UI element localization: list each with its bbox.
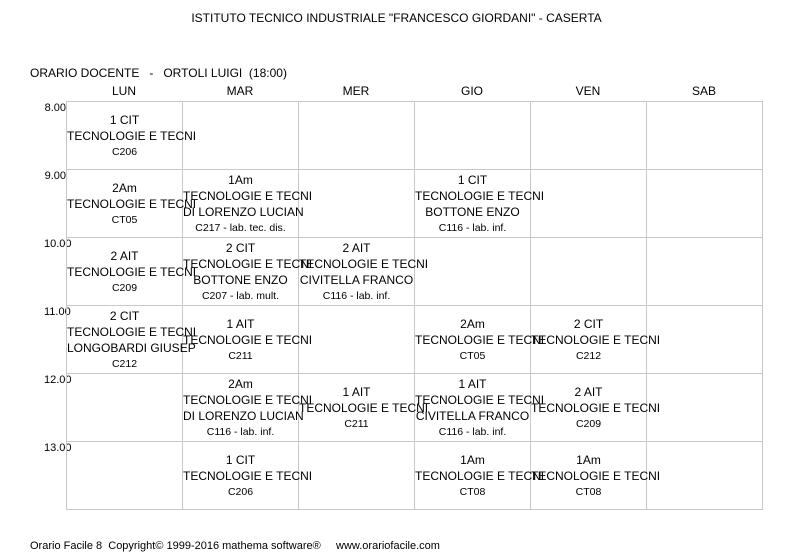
lesson-block — [415, 374, 545, 441]
lesson-teacher: CIVITELLA FRANCO — [299, 272, 414, 287]
footer-copyright: Orario Facile 8 Copyright© 1999-2016 mathema software® www.orariofacile.com — [30, 540, 440, 552]
timetable-row — [67, 442, 763, 510]
timetable-cell — [647, 306, 763, 374]
timetable-cell — [299, 306, 415, 374]
lesson-subject: TECNOLOGIE E TECNI — [415, 188, 545, 203]
timetable-cell — [67, 442, 183, 510]
lesson-room: C116 - lab. inf. — [322, 289, 391, 302]
timetable-cell — [531, 442, 661, 510]
lesson-subject: TECNOLOGIE E TECNI — [299, 400, 429, 415]
lesson-teacher: CIVITELLA FRANCO — [415, 408, 530, 423]
lesson-room: CT05 — [111, 213, 138, 226]
lesson-block — [647, 442, 762, 509]
timetable-row — [67, 170, 763, 238]
lesson-class: 1Am — [228, 172, 253, 187]
timetable-cell — [299, 170, 415, 238]
timetable-cell — [67, 238, 197, 306]
lesson-room: C217 - lab. tec. dis. — [195, 221, 286, 234]
lesson-block — [299, 374, 429, 441]
timetable-cell — [299, 374, 429, 442]
lesson-block — [415, 442, 545, 509]
lesson-block — [67, 102, 197, 169]
lesson-subject: TECNOLOGIE E TECNI — [67, 128, 197, 143]
timetable-cell — [183, 306, 313, 374]
day-header-2: MER — [342, 84, 370, 98]
lesson-room: C206 — [227, 485, 254, 498]
lesson-block — [183, 102, 298, 169]
timetable-cell — [647, 102, 763, 170]
day-header-5: SAB — [691, 84, 716, 98]
lesson-block — [67, 442, 182, 509]
lesson-block — [647, 102, 762, 169]
lesson-block — [415, 170, 545, 237]
lesson-class: 2 CIT — [225, 240, 256, 255]
timetable-cell — [647, 374, 763, 442]
timetable-cell — [415, 102, 531, 170]
lesson-block — [299, 306, 414, 373]
timetable-cell — [299, 102, 415, 170]
lesson-room: C206 — [111, 145, 138, 158]
lesson-subject: TECNOLOGIE E TECNI — [415, 468, 545, 483]
lesson-subject: TECNOLOGIE E TECNI — [183, 392, 313, 407]
lesson-subject: TECNOLOGIE E TECNI — [183, 332, 313, 347]
timetable-row — [67, 374, 763, 442]
lesson-room: C116 - lab. inf. — [438, 425, 507, 438]
timetable-subtitle: ORARIO DOCENTE - ORTOLI LUIGI (18:00) — [30, 66, 287, 80]
lesson-subject: TECNOLOGIE E TECNI — [415, 332, 545, 347]
lesson-block — [183, 170, 313, 237]
lesson-room: CT05 — [459, 349, 486, 362]
lesson-class: 2 CIT — [573, 316, 604, 331]
lesson-subject: TECNOLOGIE E TECNI — [415, 392, 545, 407]
lesson-class: 2 AIT — [110, 248, 139, 263]
lesson-class: 1 CIT — [225, 452, 256, 467]
timetable-cell — [67, 102, 197, 170]
lesson-subject: TECNOLOGIE E TECNI — [183, 468, 313, 483]
timetable-cell — [531, 170, 647, 238]
lesson-block — [299, 102, 414, 169]
timetable-cell — [67, 170, 197, 238]
lesson-subject: TECNOLOGIE E TECNI — [531, 400, 661, 415]
lesson-block — [415, 102, 530, 169]
lesson-subject: TECNOLOGIE E TECNI — [183, 188, 313, 203]
timetable-cell — [67, 374, 183, 442]
timetable-cell — [531, 102, 647, 170]
lesson-block — [415, 238, 530, 305]
lesson-class: 1Am — [576, 452, 601, 467]
timetable-cell — [531, 374, 661, 442]
timetable-cell — [647, 170, 763, 238]
lesson-block — [647, 306, 762, 373]
lesson-block — [531, 238, 646, 305]
day-header-3: GIO — [460, 84, 483, 98]
lesson-class: 2Am — [228, 376, 253, 391]
lesson-room: C207 - lab. mult. — [201, 289, 280, 302]
lesson-class: 1 AIT — [226, 316, 255, 331]
lesson-subject: TECNOLOGIE E TECNI — [67, 324, 197, 339]
lesson-block — [531, 170, 646, 237]
lesson-block — [647, 238, 762, 305]
day-header-1: MAR — [226, 84, 254, 98]
lesson-room: C116 - lab. inf. — [438, 221, 507, 234]
lesson-room: C211 — [344, 417, 369, 430]
timetable-cell — [415, 442, 545, 510]
lesson-room: C116 - lab. inf. — [206, 425, 275, 438]
lesson-room: C209 — [111, 281, 138, 294]
timetable-cell — [415, 238, 531, 306]
lesson-class: 2Am — [112, 180, 137, 195]
timetable-cell — [183, 170, 313, 238]
lesson-teacher: BOTTONE ENZO — [425, 204, 520, 219]
lesson-block — [647, 170, 762, 237]
lesson-teacher: DI LORENZO LUCIAN — [183, 408, 304, 423]
lesson-class: 1 CIT — [109, 112, 140, 127]
hour-label-3: 11.00 — [44, 306, 71, 318]
lesson-class: 1 AIT — [342, 384, 371, 399]
lesson-class: 1Am — [460, 452, 485, 467]
timetable-cell — [647, 442, 763, 510]
hour-label-5: 13.00 — [44, 442, 72, 454]
hour-label-1: 9.00 — [44, 170, 66, 182]
timetable-row — [67, 238, 763, 306]
timetable-cell — [183, 374, 313, 442]
lesson-block — [183, 306, 313, 373]
hour-label-2: 10.00 — [44, 238, 72, 250]
lesson-teacher: BOTTONE ENZO — [193, 272, 288, 287]
lesson-room: CT08 — [459, 485, 486, 498]
lesson-teacher: DI LORENZO LUCIAN — [183, 204, 304, 219]
timetable-row — [67, 102, 763, 170]
lesson-room: C212 — [111, 357, 138, 370]
lesson-block — [299, 238, 429, 305]
timetable-row — [67, 306, 763, 374]
lesson-block — [531, 102, 646, 169]
lesson-block — [183, 374, 313, 441]
lesson-room: CT08 — [575, 485, 602, 498]
timetable-cell — [531, 238, 647, 306]
lesson-class: 2 AIT — [574, 384, 603, 399]
timetable-cell — [67, 306, 197, 374]
lesson-block — [299, 442, 414, 509]
timetable-cell — [415, 374, 545, 442]
timetable-cell — [415, 170, 545, 238]
lesson-class: 2 CIT — [109, 308, 140, 323]
timetable-cell — [183, 238, 313, 306]
lesson-class: 1 AIT — [458, 376, 487, 391]
lesson-room: C212 — [575, 349, 602, 362]
lesson-subject: TECNOLOGIE E TECNI — [67, 196, 197, 211]
timetable-cell — [415, 306, 545, 374]
timetable-cell — [299, 238, 429, 306]
lesson-teacher: LONGOBARDI GIUSEP — [67, 340, 196, 355]
lesson-block — [531, 374, 661, 441]
timetable-cell — [183, 442, 313, 510]
hour-label-0: 8.00 — [44, 102, 66, 114]
lesson-class: 2Am — [460, 316, 485, 331]
lesson-block — [67, 238, 197, 305]
lesson-subject: TECNOLOGIE E TECNI — [183, 256, 313, 271]
lesson-subject: TECNOLOGIE E TECNI — [531, 468, 661, 483]
lesson-block — [531, 442, 661, 509]
lesson-block — [647, 374, 762, 441]
lesson-block — [67, 170, 197, 237]
timetable-cell — [531, 306, 661, 374]
school-title: ISTITUTO TECNICO INDUSTRIALE "FRANCESCO GIORDANI" - CASERTA — [191, 11, 602, 25]
lesson-class: 2 AIT — [342, 240, 371, 255]
lesson-block — [299, 170, 414, 237]
lesson-block — [67, 374, 182, 441]
day-header-4: VEN — [575, 84, 601, 98]
lesson-room: C209 — [575, 417, 602, 430]
lesson-subject: TECNOLOGIE E TECNI — [299, 256, 429, 271]
lesson-block — [531, 306, 661, 373]
lesson-subject: TECNOLOGIE E TECNI — [67, 264, 197, 279]
hour-label-4: 12.00 — [44, 374, 72, 386]
lesson-block — [67, 306, 197, 373]
lesson-block — [183, 442, 313, 509]
timetable-cell — [183, 102, 299, 170]
lesson-room: C211 — [228, 349, 253, 362]
lesson-class: 1 CIT — [457, 172, 488, 187]
lesson-block — [415, 306, 545, 373]
lesson-subject: TECNOLOGIE E TECNI — [531, 332, 661, 347]
timetable-cell — [299, 442, 415, 510]
day-header-0: LUN — [111, 84, 136, 98]
timetable-cell — [647, 238, 763, 306]
lesson-block — [183, 238, 313, 305]
timetable-grid — [66, 101, 763, 510]
